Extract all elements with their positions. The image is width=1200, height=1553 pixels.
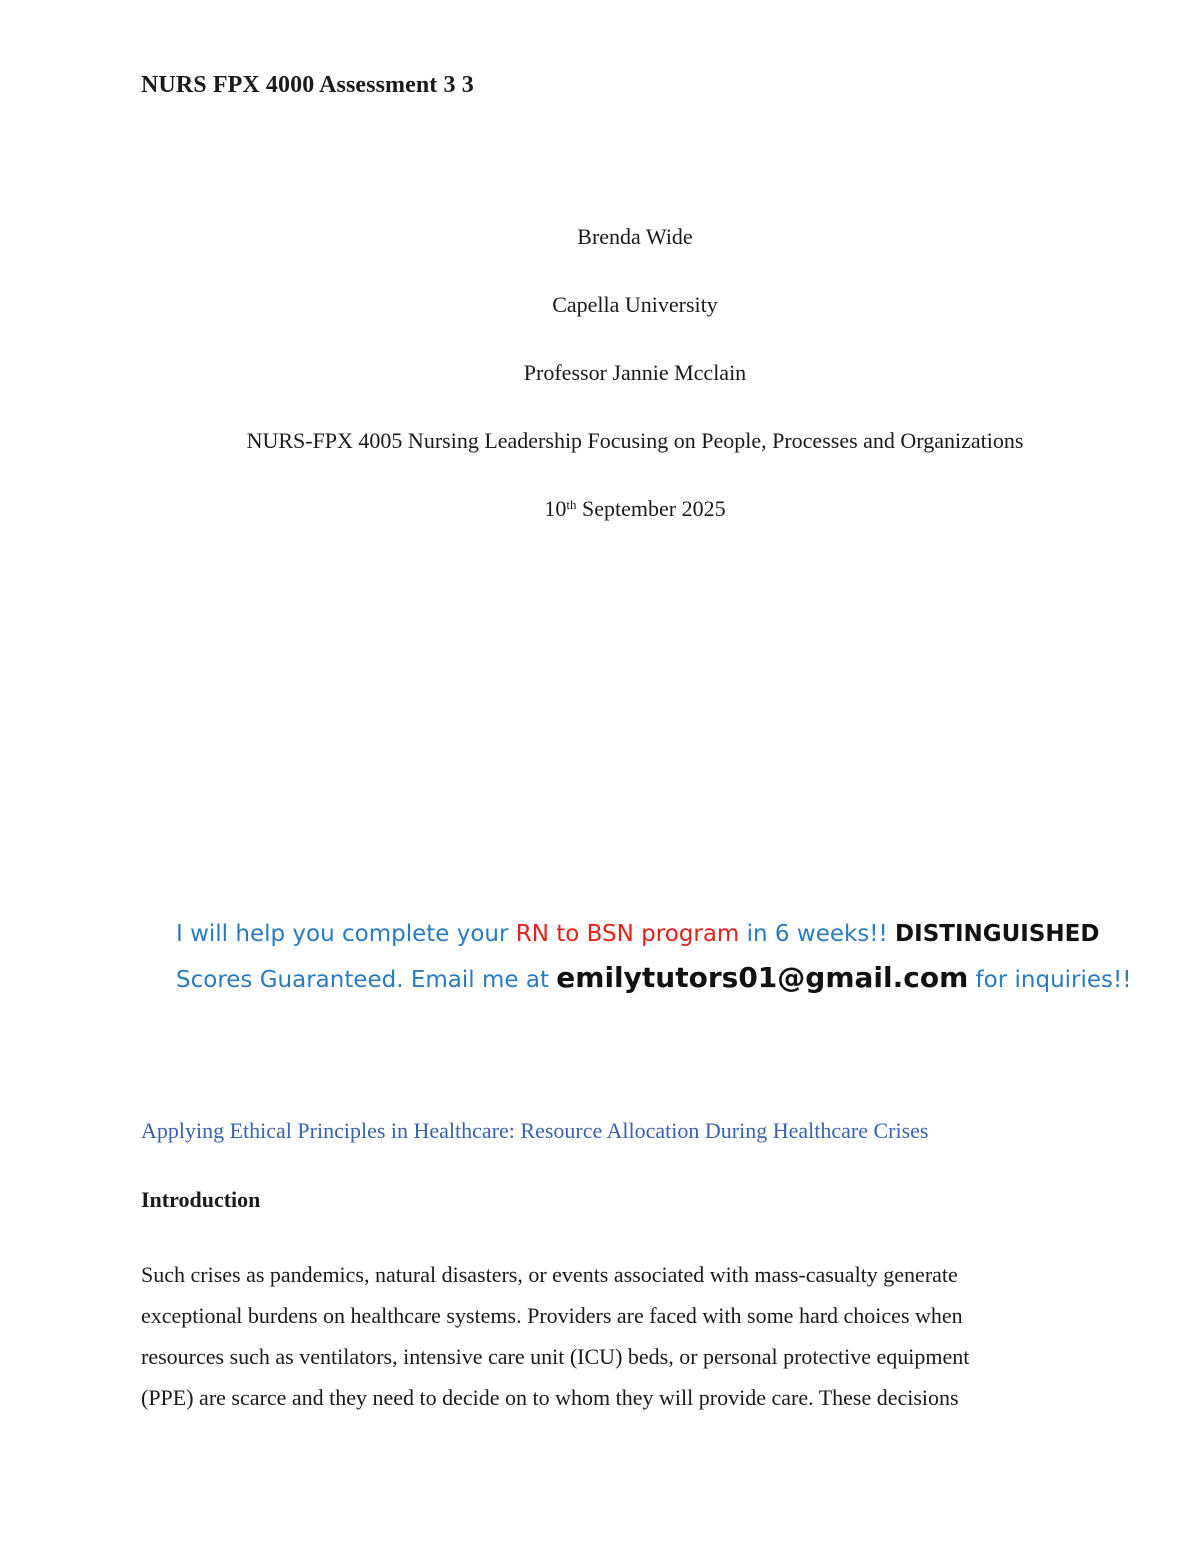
body-line: resources such as ventilators, intensive care unit (ICU) beds, or personal protective equipment: [141, 1344, 970, 1369]
document-title: Applying Ethical Principles in Healthcare: Resource Allocation During Healthcare Crises: [141, 1118, 929, 1143]
date-rest: September 2025: [576, 496, 726, 521]
submission-date: [0, 494, 1200, 562]
body-line: (PPE) are scarce and they need to decide on to whom they will provide care. These decisions: [141, 1385, 959, 1410]
date-suffix: th: [566, 497, 577, 512]
promo-program-text: RN to BSN program: [515, 921, 740, 947]
running-head: NURS FPX 4000 Assessment 3 3: [141, 72, 474, 98]
promo-text-1: I will help you complete your: [176, 921, 516, 947]
institution-name: Capella University: [552, 292, 718, 317]
body-line: exceptional burdens on healthcare systems. Providers are faced with some hard choices when: [141, 1303, 963, 1328]
body-paragraph: [141, 1254, 1041, 1418]
promo-distinguished-text: DISTINGUISHED: [895, 921, 1100, 947]
date-day: 10: [544, 496, 567, 521]
section-heading-introduction: Introduction: [141, 1187, 261, 1212]
promo-text-4: for inquiries!!: [968, 967, 1132, 993]
professor-name: Professor Jannie Mcclain: [523, 360, 747, 385]
promo-line-1: [176, 912, 1136, 956]
promo-banner: [176, 912, 1136, 1002]
promo-text-2: in 6 weeks!!: [739, 921, 896, 947]
author-name: Brenda Wide: [577, 224, 693, 249]
promo-text-3: Scores Guaranteed. Email me at: [176, 967, 557, 993]
title-page-block: [0, 222, 1200, 562]
body-line: Such crises as pandemics, natural disasters, or events associated with mass-casualty generate: [141, 1262, 958, 1287]
course-name: NURS-FPX 4005 Nursing Leadership Focusing on People, Processes and Organizations: [246, 428, 1024, 453]
promo-email[interactable]: emilytutors01@gmail.com: [556, 961, 969, 994]
promo-line-2: [176, 956, 1136, 1002]
